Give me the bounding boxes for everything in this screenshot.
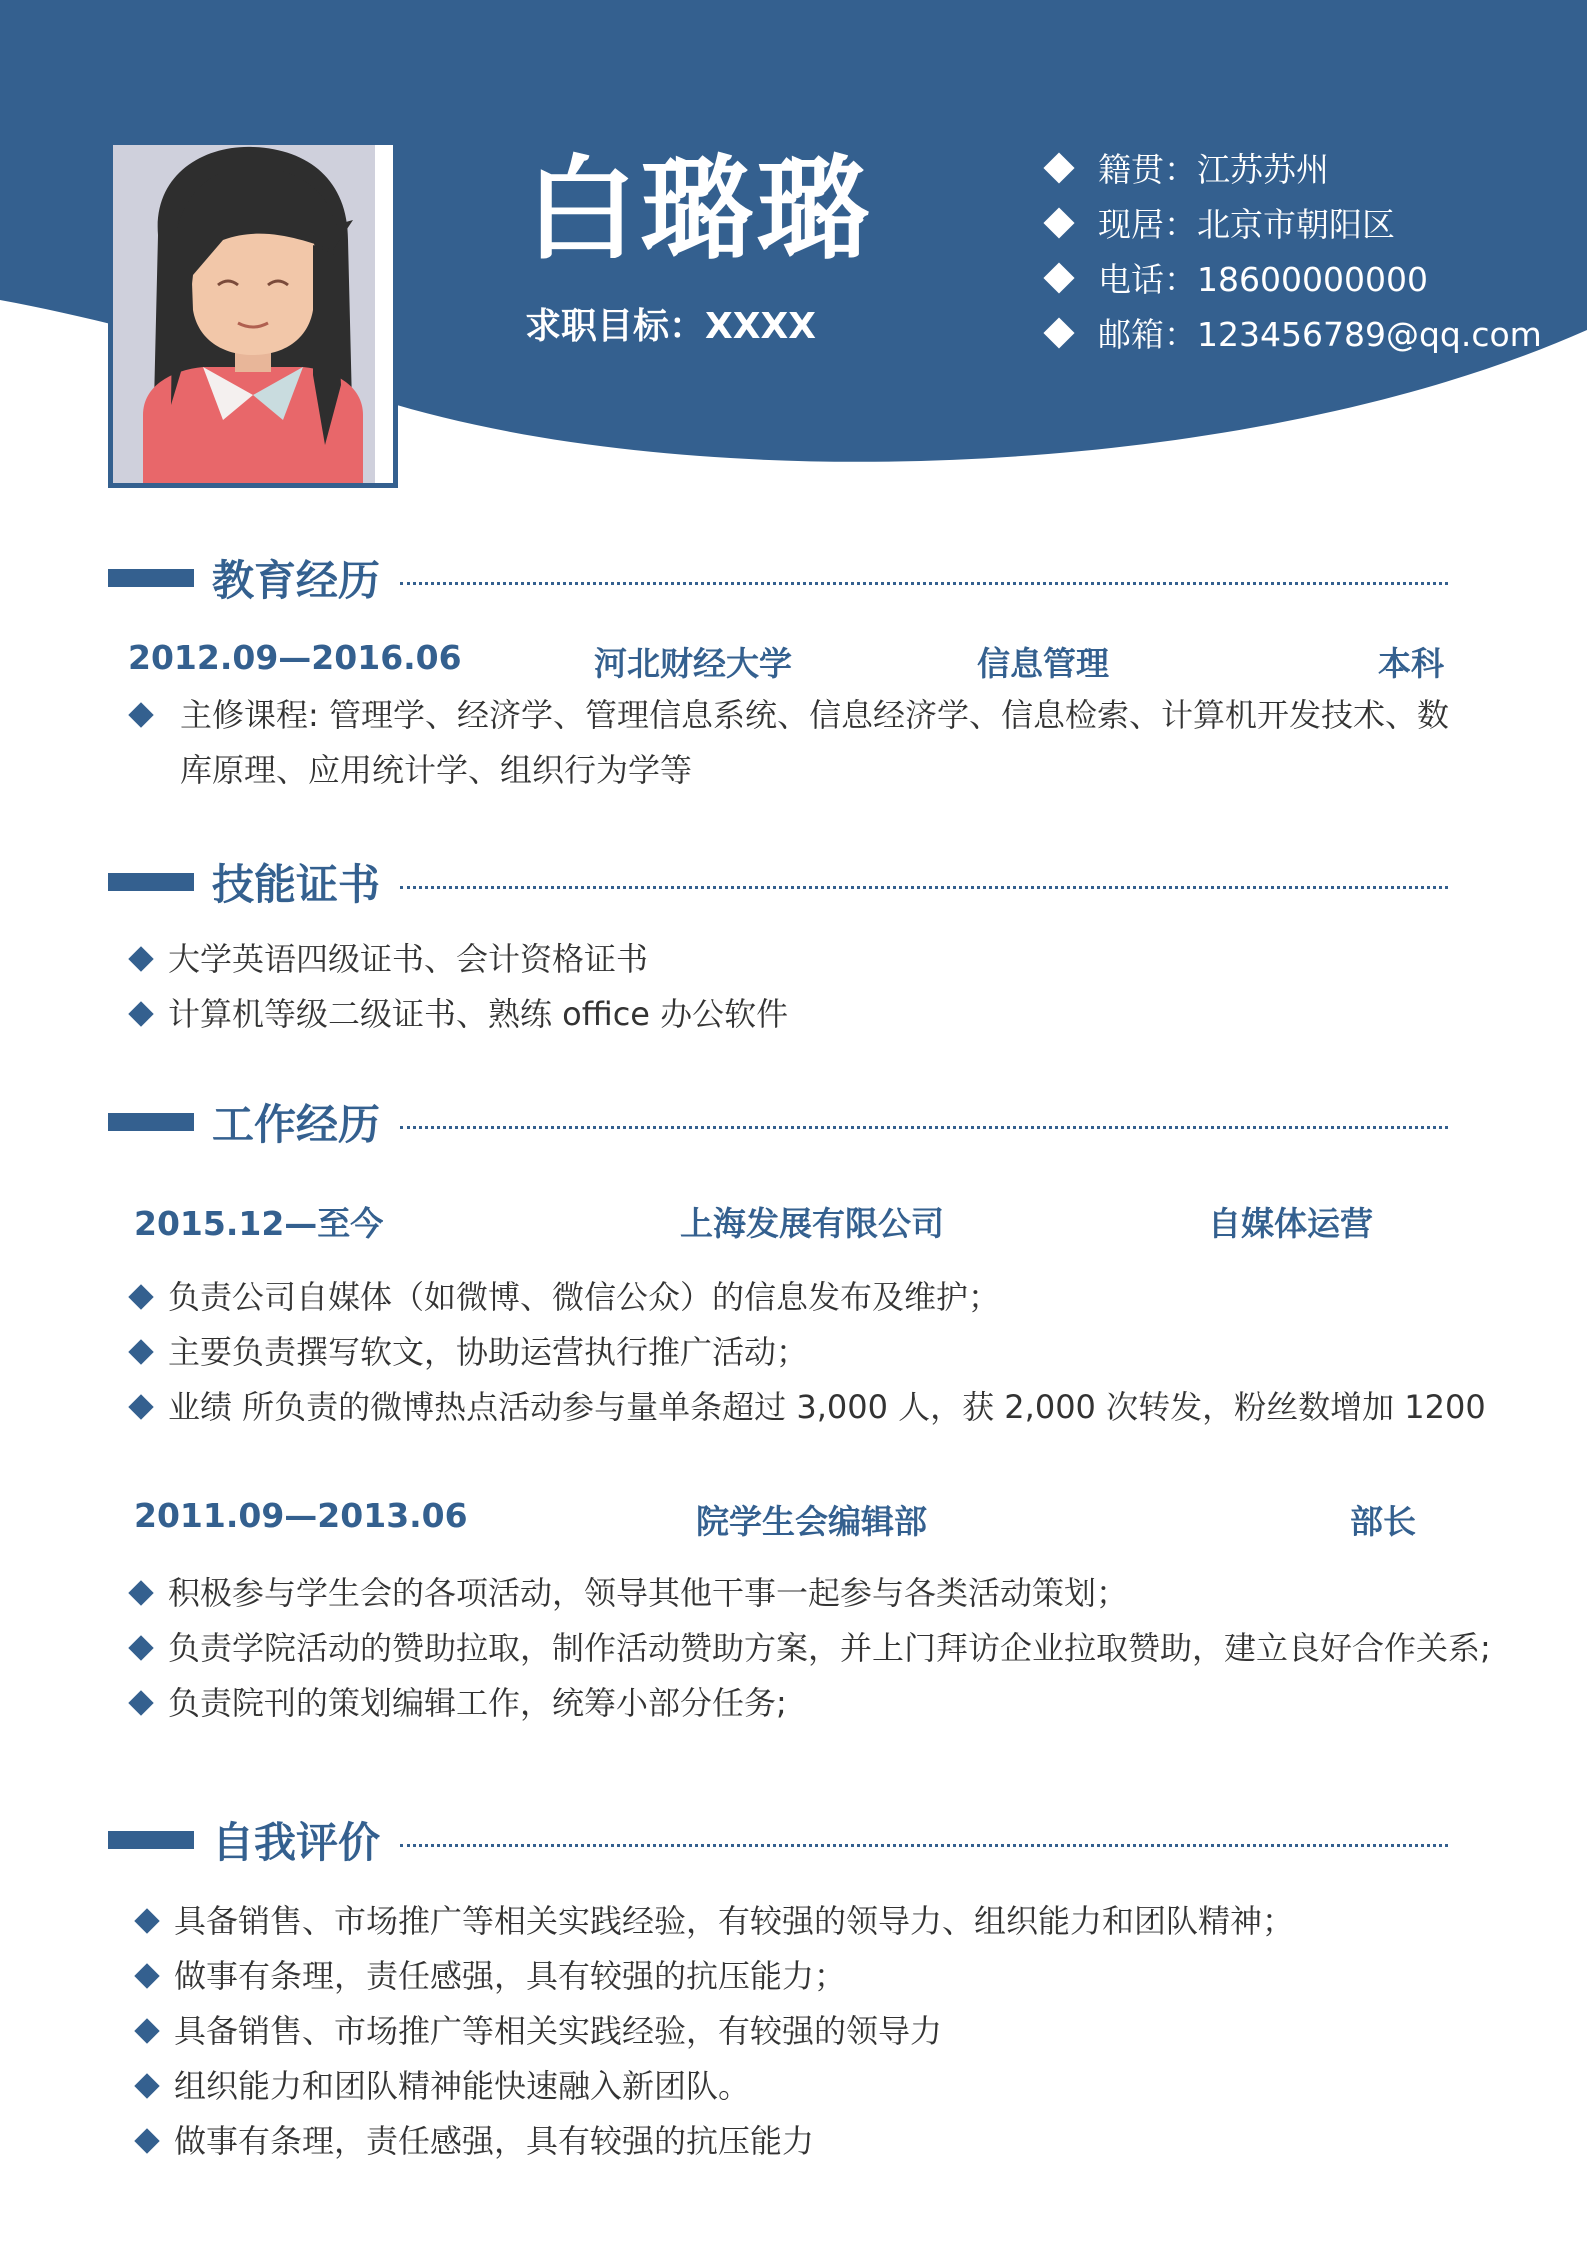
diamond-icon (1043, 207, 1074, 238)
skills-list (128, 932, 788, 1042)
education-degree: 本科 (1378, 644, 1444, 683)
section-title: 自我评价 (212, 1818, 381, 1867)
diamond-icon (128, 1284, 153, 1309)
diamond-icon (1043, 152, 1074, 183)
list-item: 主修课程: 管理学、经济学、管理信息系统、信息经济学、信息检索、计算机开发技术、数库原理、应用统计学、组织行为学等 (128, 688, 1458, 798)
section-title: 工作经历 (212, 1100, 381, 1149)
list-item: 积极参与学生会的各项活动，领导其他干事一起参与各类活动策划； (128, 1566, 1491, 1621)
list-item: 做事有条理，责任感强，具有较强的抗压能力； (134, 1949, 1294, 2004)
diamond-icon (128, 1394, 153, 1419)
job-role: 部长 (1350, 1502, 1416, 1541)
education-major: 信息管理 (977, 644, 1109, 683)
diamond-icon (1043, 317, 1074, 348)
list-item: 主要负责撰写软文，协助运营执行推广活动； (128, 1325, 1486, 1380)
diamond-icon (128, 1339, 153, 1364)
dotted-divider (400, 886, 1448, 889)
section-work-heading (108, 1092, 1448, 1152)
job-period: 2015.12—至今 (134, 1204, 384, 1243)
list-item: 业绩 所负责的微博热点活动参与量单条超过 3,000 人，获 2,000 次转发，粉丝数增加 1200 (128, 1380, 1486, 1435)
dotted-divider (400, 1126, 1448, 1129)
education-school: 河北财经大学 (594, 644, 792, 683)
contact-phone: 电话：18600000000 (1040, 250, 1542, 305)
list-item: 组织能力和团队精神能快速融入新团队。 (134, 2059, 1294, 2114)
list-item: 具备销售、市场推广等相关实践经验，有较强的领导力 (134, 2004, 1294, 2059)
job-role: 自媒体运营 (1208, 1204, 1373, 1243)
job-objective: 求职目标：XXXX (525, 306, 817, 347)
section-skills-heading (108, 852, 1448, 912)
list-item: 做事有条理，责任感强，具有较强的抗压能力 (134, 2114, 1294, 2169)
list-item: 负责学院活动的赞助拉取，制作活动赞助方案，并上门拜访企业拉取赞助，建立良好合作关系; (128, 1621, 1491, 1676)
profile-photo (108, 140, 398, 488)
section-bar (108, 873, 194, 891)
candidate-name: 白璐璐 (525, 145, 873, 275)
diamond-icon (1043, 262, 1074, 293)
self-evaluation-list (134, 1894, 1294, 2169)
section-bar (108, 569, 194, 587)
job-period: 2011.09—2013.06 (134, 1496, 468, 1535)
contact-hometown: 籍贯：江苏苏州 (1040, 140, 1542, 195)
job-org: 院学生会编辑部 (696, 1502, 927, 1541)
job-duties (128, 1566, 1491, 1731)
dotted-divider (400, 1844, 1448, 1847)
section-title: 教育经历 (212, 556, 381, 605)
diamond-icon (134, 2018, 159, 2043)
diamond-icon (128, 1690, 153, 1715)
contact-residence: 现居：北京市朝阳区 (1040, 195, 1542, 250)
section-bar (108, 1113, 194, 1131)
education-courses (128, 688, 1458, 798)
diamond-icon (134, 1908, 159, 1933)
list-item: 负责院刊的策划编辑工作，统筹小部分任务; (128, 1676, 1491, 1731)
diamond-icon (134, 2073, 159, 2098)
diamond-icon (128, 1635, 153, 1660)
section-self-heading (108, 1810, 1448, 1870)
education-period: 2012.09—2016.06 (128, 638, 462, 677)
diamond-icon (134, 1963, 159, 1988)
diamond-icon (128, 1001, 153, 1026)
job-duties (128, 1270, 1486, 1435)
diamond-icon (128, 702, 153, 727)
section-title: 技能证书 (212, 860, 381, 909)
dotted-divider (400, 582, 1448, 585)
contact-email: 邮箱：123456789@qq.com (1040, 305, 1542, 360)
list-item: 具备销售、市场推广等相关实践经验，有较强的领导力、组织能力和团队精神； (134, 1894, 1294, 1949)
contact-info (1040, 140, 1542, 360)
section-bar (108, 1831, 194, 1849)
list-item: 计算机等级二级证书、熟练 office 办公软件 (128, 987, 788, 1042)
list-item: 大学英语四级证书、会计资格证书 (128, 932, 788, 987)
diamond-icon (128, 1580, 153, 1605)
list-item: 负责公司自媒体（如微博、微信公众）的信息发布及维护； (128, 1270, 1486, 1325)
diamond-icon (134, 2128, 159, 2153)
section-education-heading (108, 548, 1448, 608)
diamond-icon (128, 946, 153, 971)
job-org: 上海发展有限公司 (680, 1204, 944, 1243)
